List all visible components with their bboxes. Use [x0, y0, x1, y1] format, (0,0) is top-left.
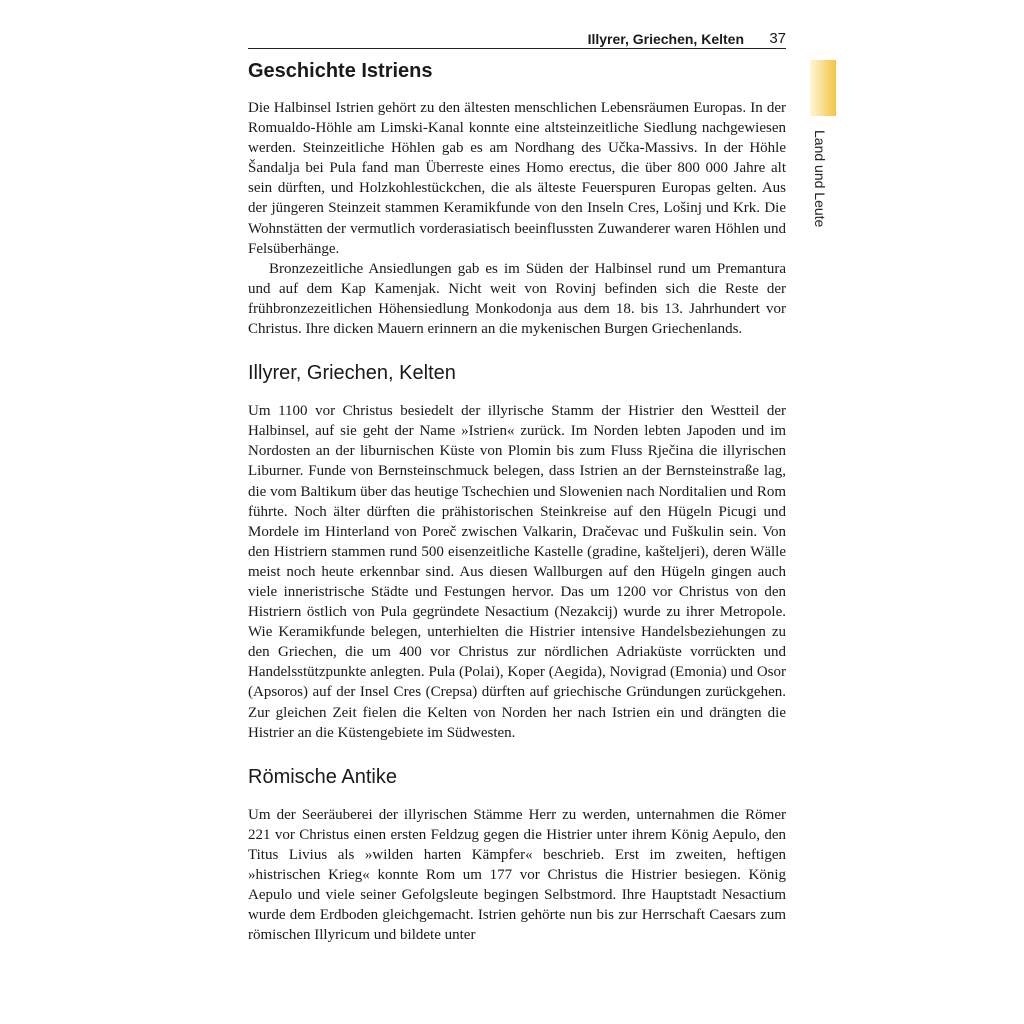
section-geschichte-istriens [248, 56, 786, 339]
paragraph: Die Halbinsel Istrien gehört zu den ältesten menschlichen Lebensräumen Europas. In der Romualdo-Höhle am Limski-Kanal konnte eine altsteinzeitliche Siedlung nachgewiesen werden. Steinzeitliche Höhlen gab es am Nordhang des Učka-Massivs. In der Höhle Šandalja bei Pula fand man Überreste eines Homo erectus, die über 800 000 Jahre alt sein dürften, und Holzkohlestückchen, die als älteste Feuerspuren Europas gelten. Aus der jüngeren Steinzeit stammen Keramikfunde von den Inseln Cres, Lošinj und Krk. Die Wohnstätten der vermutlich vorderasiatisch beeinflussten Zuwanderer waren Höhlen und Felsüberhänge. [248, 100, 786, 257]
section-roemische-antike [248, 765, 786, 946]
section-heading: Illyrer, Griechen, Kelten [248, 362, 456, 385]
section-illyrer-griechen-kelten [248, 361, 786, 743]
section-heading: Römische Antike [248, 765, 397, 788]
paragraph: Bronzezeitliche Ansiedlungen gab es im Süden der Halbinsel rund um Premantura und auf dem Kap Kamenjak. Nicht weit von Rovinj befinden sich die Reste der frühbronzezeitlichen Höhensiedlung Monkodonja aus dem 18. bis 13. Jahrhundert vor Christus. Ihre dicken Mauern erinnern an die mykenischen Burgen Griechenlands. [248, 260, 786, 338]
chapter-tab-marker [810, 60, 836, 116]
page-content [248, 56, 786, 945]
page-number: 37 [769, 30, 786, 47]
running-head [248, 30, 786, 49]
paragraph: Um 1100 vor Christus besiedelt der illyrische Stamm der Histrier den Westteil der Halbinsel, auf sie geht der Name »Istrien« zurück. Im Norden lebten Japoden und im Nordosten an der liburnischen Küste von Plomin bis zum Fluss Rječina die illyrischen Liburner. Funde von Bernsteinschmuck belegen, dass Istrien an der Bernsteinstraße lag, die vom Baltikum über das heutige Tschechien und Slowenien nach Norditalien und Rom führte. Noch älter dürften die prähistorischen Steinkreise auf den Hügeln Picugi und Mordele im Hinterland von Poreč zwischen Valkarin, Dračevac und Fuškulin sein. Von den Histriern stammen rund 500 eisenzeitliche Kastelle (gradine, kašteljeri), deren Wälle meist noch heute erkennbar sind. Aus diesen Wallburgen auf den Hügeln gingen auch viele inneristrische Städte und Festungen hervor. Das um 1200 vor Christus von den Histriern östlich von Pula gegründete Nesactium (Nezakcij) wurde zu ihrer Metropole. Wie Keramikfunde belegen, unterhielten die Histrier intensive Handelsbeziehungen zu den Griechen, die um 400 vor Christus zur nördlichen Adriaküste vorrückten und Handelsstützpunkte anlegten. Pula (Polai), Koper (Aegida), Novigrad (Emonia) und Osor (Apsoros) auf der Insel Cres (Crepsa) dürften auf griechische Gründungen zurückgehen. Zur gleichen Zeit fielen die Kelten von Norden her nach Istrien ein und drängten die Histrier an die Küstengebiete im Südwesten. [248, 403, 786, 741]
running-head-title: Illyrer, Griechen, Kelten [587, 31, 744, 47]
paragraph: Um der Seeräuberei der illyrischen Stämme Herr zu werden, unternahmen die Römer 221 vor Christus einen ersten Feldzug gegen die Histrier unter ihrem König Aepulo, den Titus Livius als »wilden harten Kämpfer« beschrieb. Erst im zweiten, heftigen »histrischen Krieg« konnte Rom um 177 vor Christus die Histrier besiegen. König Aepulo und viele seiner Gefolgsleute begingen Selbstmord. Ihre Hauptstadt Nesactium wurde dem Erdboden gleichgemacht. Istrien gehörte nun bis zur Herrschaft Caesars zum römischen Illyricum und bildete unter [248, 806, 786, 944]
section-heading: Geschichte Istriens [248, 60, 433, 82]
chapter-side-label: Land und Leute [812, 130, 828, 228]
